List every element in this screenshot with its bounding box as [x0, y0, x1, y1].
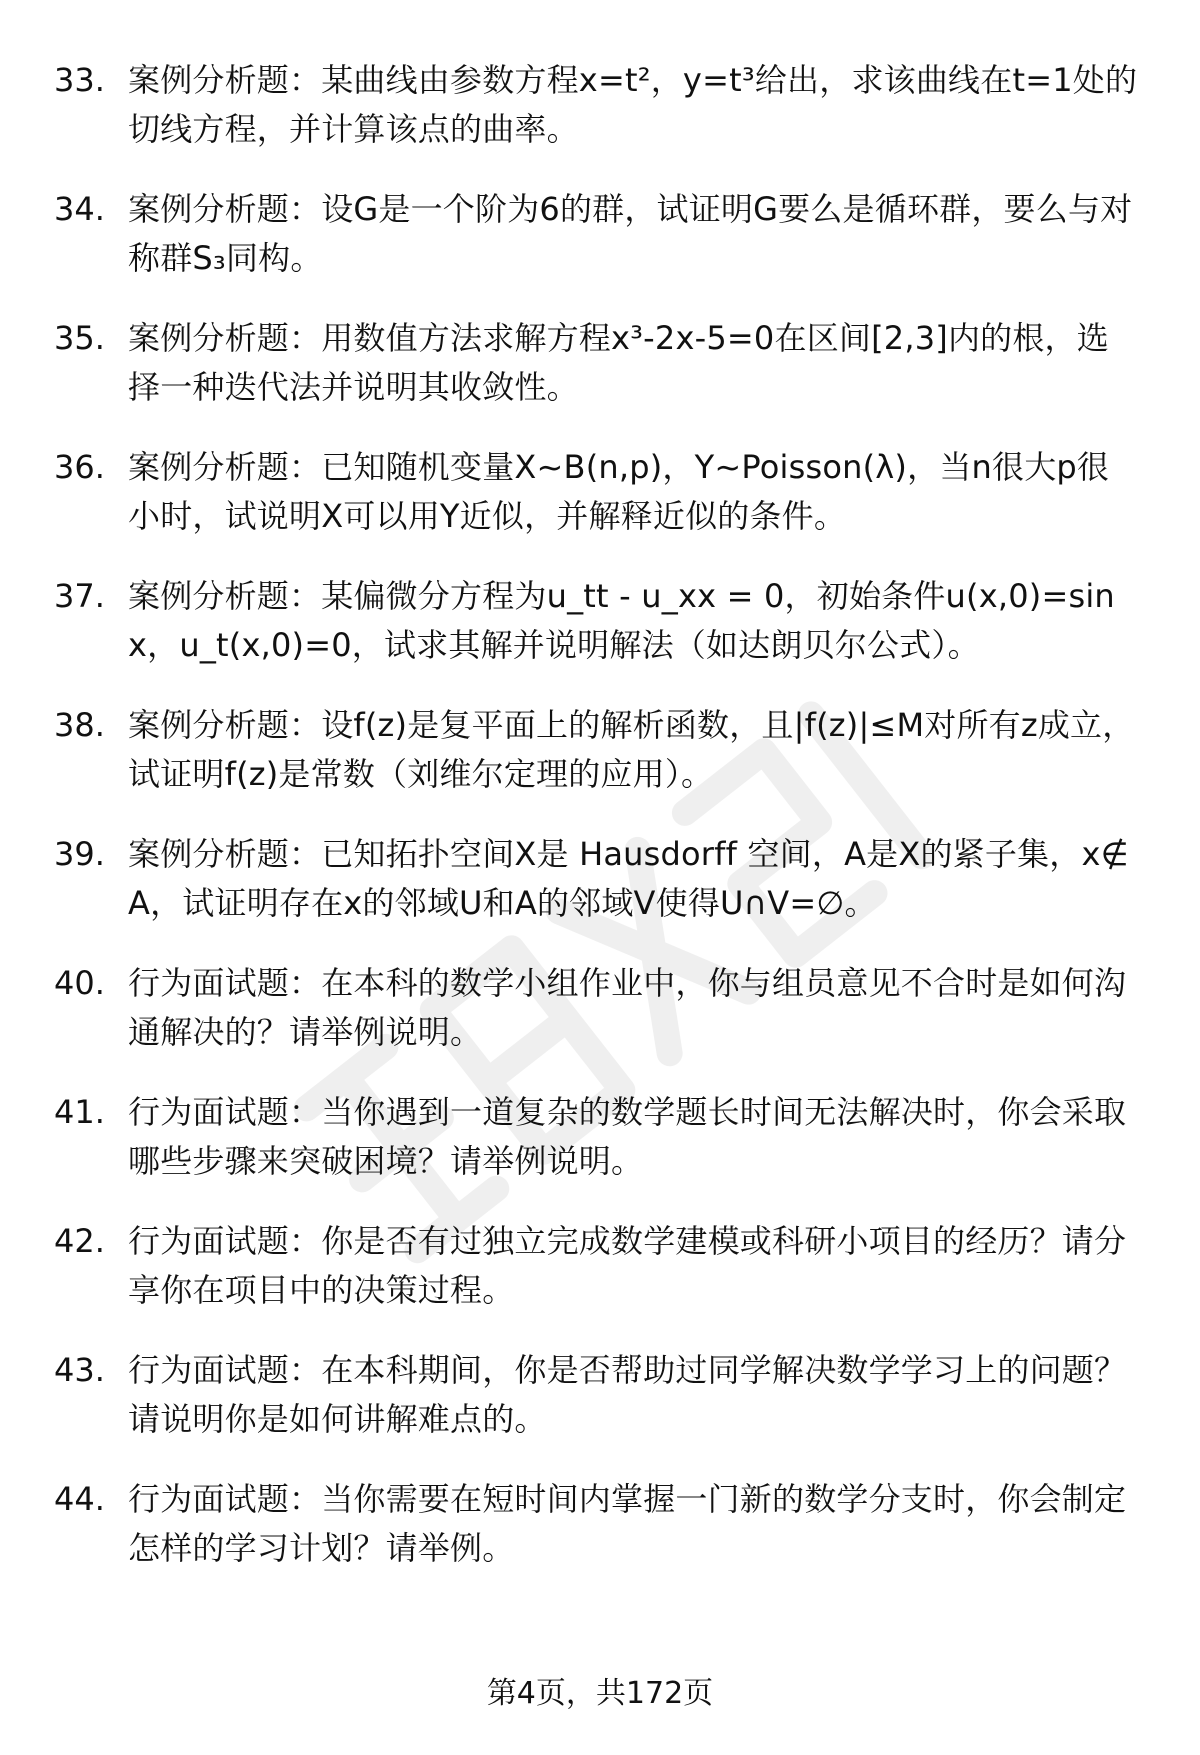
question-text: 案例分析题：设G是一个阶为6的群，试证明G要么是循环群，要么与对称群S₃同构。 — [128, 190, 1133, 277]
question-number: 38. — [54, 706, 105, 744]
question-text: 行为面试题：当你需要在短时间内掌握一门新的数学分支时，你会制定怎样的学习计划？请举例。 — [128, 1480, 1127, 1567]
question-text: 行为面试题：当你遇到一道复杂的数学题长时间无法解决时，你会采取哪些步骤来突破困境？请举例说明。 — [128, 1093, 1127, 1180]
question-text: 案例分析题：已知拓扑空间X是 Hausdorff 空间，A是X的紧子集，x∉A，试证明存在x的邻域U和A的邻域V使得U∩V=∅。 — [128, 835, 1129, 922]
page-number-footer: 第4页，共172页 — [486, 1676, 714, 1711]
question-text: 案例分析题：某曲线由参数方程x=t²，y=t³给出，求该曲线在t=1处的切线方程，并计算该点的曲率。 — [128, 61, 1138, 148]
question-text: 行为面试题：在本科的数学小组作业中，你与组员意见不合时是如何沟通解决的？请举例说明。 — [128, 964, 1127, 1051]
question-number: 33. — [54, 61, 105, 99]
question-number: 40. — [54, 964, 105, 1002]
question-text: 行为面试题：在本科期间，你是否帮助过同学解决数学学习上的问题？请说明你是如何讲解难点的。 — [128, 1351, 1127, 1438]
question-item — [54, 185, 1140, 283]
question-number: 44. — [54, 1480, 105, 1518]
question-text: 案例分析题：设f(z)是复平面上的解析函数，且|f(z)|≤M对所有z成立，试证明f(z)是常数（刘维尔定理的应用）。 — [128, 706, 1135, 793]
question-item — [54, 830, 1140, 928]
question-item — [54, 443, 1140, 541]
question-item — [54, 1217, 1140, 1315]
question-item — [54, 1346, 1140, 1444]
question-text: 案例分析题：某偏微分方程为u_tt - u_xx = 0，初始条件u(x,0)=sinx，u_t(x,0)=0，试求其解并说明解法（如达朗贝尔公式）。 — [128, 577, 1115, 664]
question-number: 43. — [54, 1351, 105, 1389]
question-item — [54, 572, 1140, 670]
question-item — [54, 959, 1140, 1057]
question-number: 39. — [54, 835, 105, 873]
question-item — [54, 56, 1140, 154]
question-text: 案例分析题：已知随机变量X~B(n,p)，Y~Poisson(λ)，当n很大p很小时，试说明X可以用Y近似，并解释近似的条件。 — [128, 448, 1110, 535]
question-number: 42. — [54, 1222, 105, 1260]
question-number: 37. — [54, 577, 105, 615]
question-number: 36. — [54, 448, 105, 486]
question-item — [54, 1088, 1140, 1186]
question-item — [54, 314, 1140, 412]
question-number: 41. — [54, 1093, 105, 1131]
question-item — [54, 1475, 1140, 1573]
question-number: 35. — [54, 319, 105, 357]
question-number: 34. — [54, 190, 105, 228]
question-text: 行为面试题：你是否有过独立完成数学建模或科研小项目的经历？请分享你在项目中的决策过程。 — [128, 1222, 1127, 1309]
question-item — [54, 701, 1140, 799]
question-text: 案例分析题：用数值方法求解方程x³-2x-5=0在区间[2,3]内的根，选择一种迭代法并说明其收敛性。 — [128, 319, 1109, 406]
question-list — [54, 56, 1140, 1573]
